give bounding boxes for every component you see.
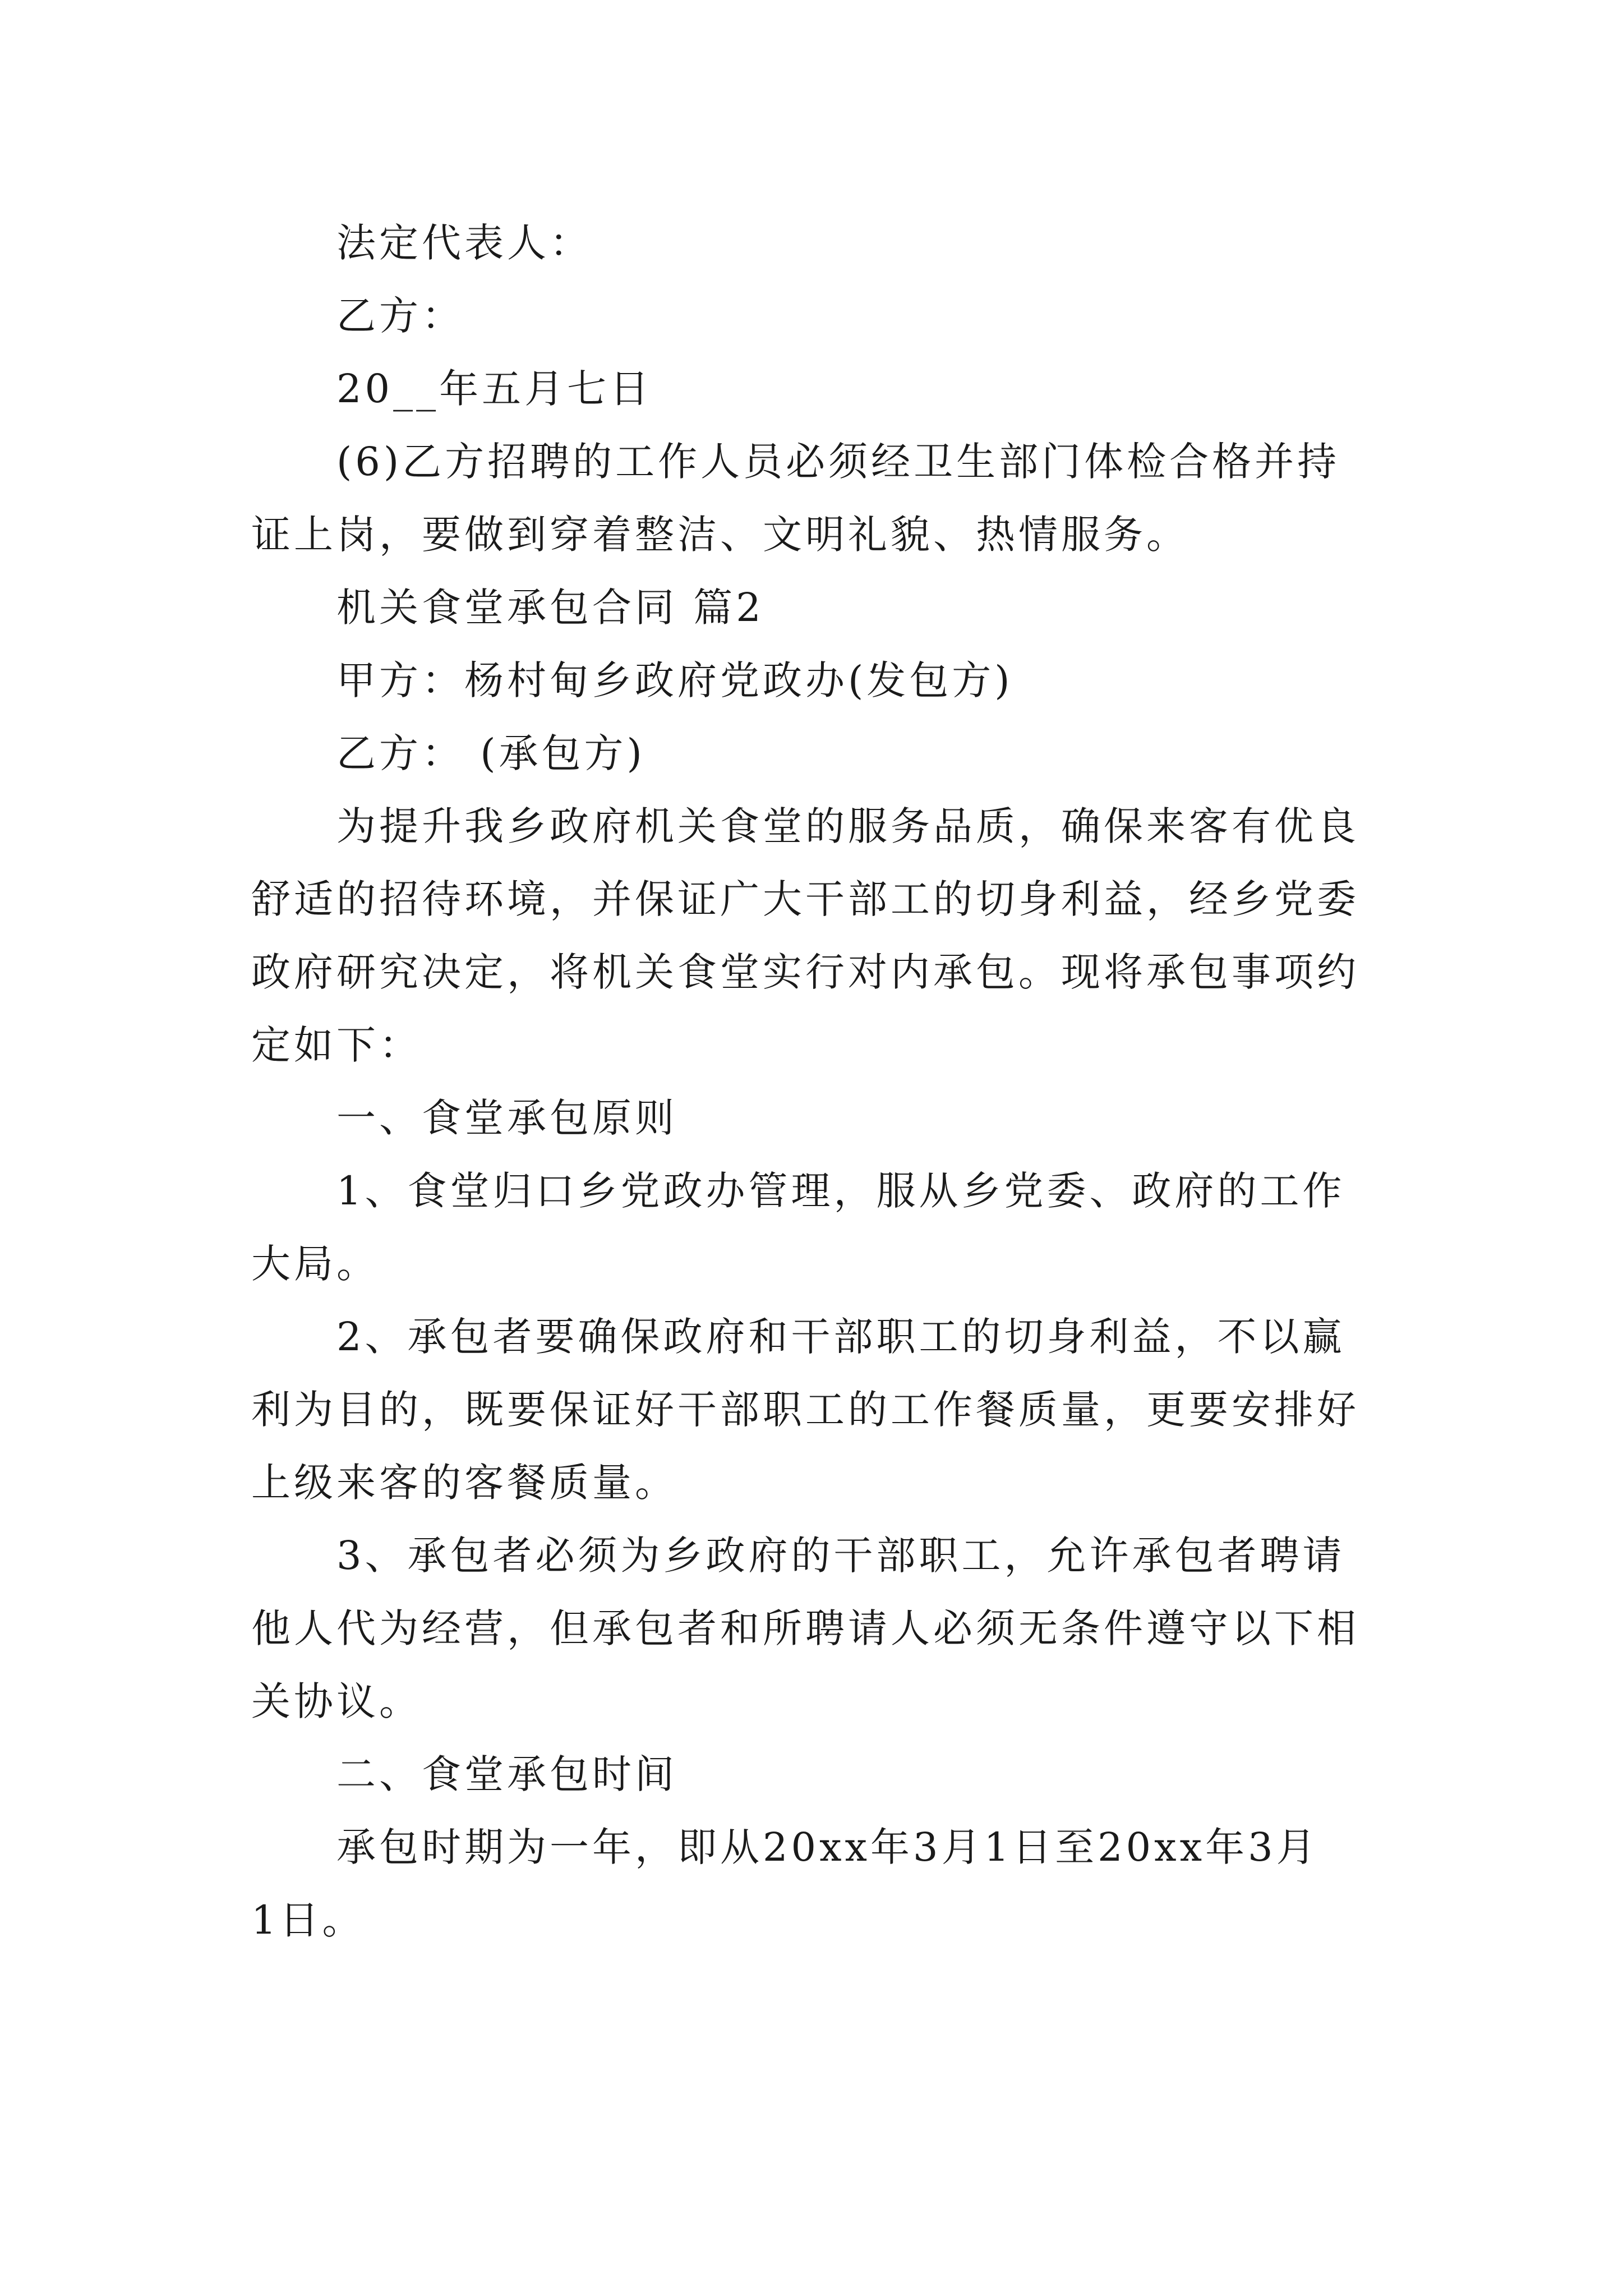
paragraph-line: 上级来客的客餐质量。 (251, 1460, 677, 1506)
date-line: 20__年五月七日 (336, 366, 653, 412)
paragraph-line: 大局。 (251, 1241, 379, 1287)
paragraph-line: (6)乙方招聘的工作人员必须经卫生部门体检合格并持 (336, 439, 1340, 485)
paragraph-line: 他人代为经营，但承包者和所聘请人必须无条件遵守以下相 (251, 1605, 1359, 1651)
party-b-signature-line: 乙方： (336, 293, 464, 339)
paragraph-line: 承包时期为一年，即从20xx年3月1日至20xx年3月 (336, 1824, 1319, 1870)
paragraph-line: 2、承包者要确保政府和干部职工的切身利益，不以赢 (336, 1314, 1345, 1360)
paragraph-line: 舒适的招待环境，并保证广大干部工的切身利益，经乡党委 (251, 876, 1359, 922)
paragraph-line: 定如下： (251, 1022, 422, 1068)
party-b-line: 乙方： (承包方) (336, 730, 645, 776)
paragraph-line: 利为目的，既要保证好干部职工的工作餐质量，更要安排好 (251, 1387, 1359, 1433)
paragraph-line: 关协议。 (251, 1678, 422, 1724)
document-body (251, 206, 1378, 1957)
paragraph-line: 政府研究决定，将机关食堂实行对内承包。现将承包事项约 (251, 949, 1359, 995)
legal-representative-line: 法定代表人： (336, 220, 592, 266)
paragraph-line: 1日。 (251, 1897, 365, 1943)
paragraph-line: 为提升我乡政府机关食堂的服务品质，确保来客有优良 (336, 803, 1359, 849)
section-heading: 二、食堂承包时间 (336, 1751, 677, 1797)
paragraph-line: 证上岗，要做到穿着整洁、文明礼貌、热情服务。 (251, 512, 1189, 558)
contract-title: 机关食堂承包合同 篇2 (336, 585, 764, 631)
section-heading: 一、食堂承包原则 (336, 1095, 677, 1141)
party-a-line: 甲方：杨村甸乡政府党政办(发包方) (336, 657, 1013, 703)
paragraph-line: 3、承包者必须为乡政府的干部职工，允许承包者聘请 (336, 1533, 1345, 1579)
paragraph-line: 1、食堂归口乡党政办管理，服从乡党委、政府的工作 (336, 1168, 1345, 1214)
